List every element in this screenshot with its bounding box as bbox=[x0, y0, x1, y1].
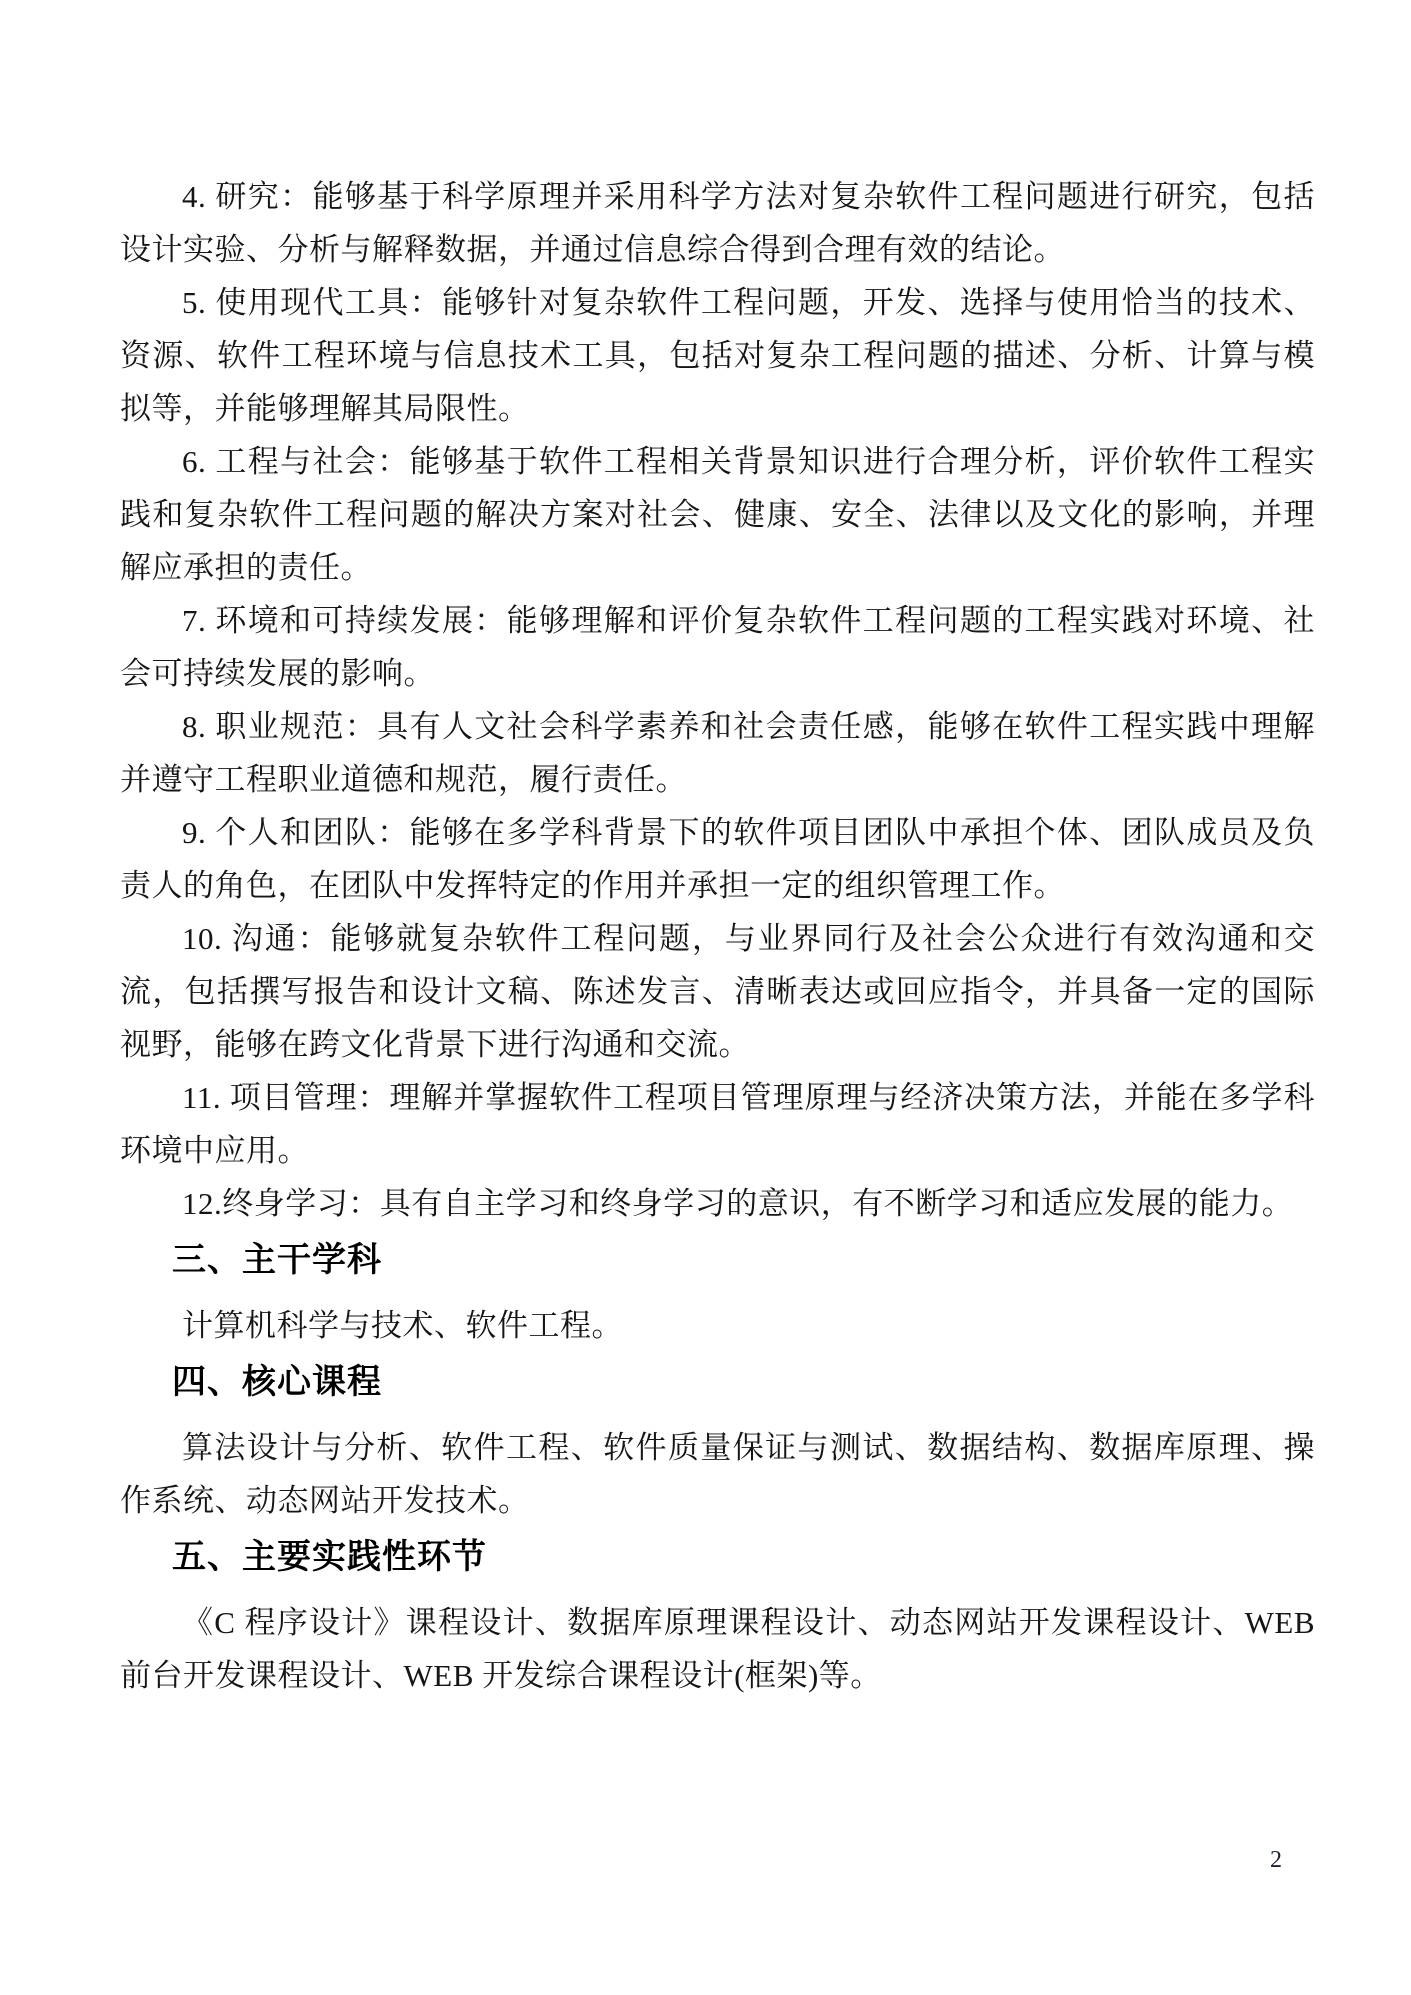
heading-section-5-practice-links: 五、主要实践性环节 bbox=[172, 1538, 487, 1576]
paragraph-outcome-4-research: 4. 研究：能够基于科学原理并采用科学方法对复杂软件工程问题进行研究，包括设计实验、分析与解释数据，并通过信息综合得到合理有效的结论。 bbox=[120, 179, 1315, 267]
paragraph-main-disciplines: 计算机科学与技术、软件工程。 bbox=[182, 1308, 623, 1343]
heading-section-3-main-disciplines: 三、主干学科 bbox=[172, 1241, 382, 1279]
paragraph-outcome-6-engineering-society: 6. 工程与社会：能够基于软件工程相关背景知识进行合理分析，评价软件工程实践和复杂软件工程问题的解决方案对社会、健康、安全、法律以及文化的影响，并理解应承担的责任。 bbox=[120, 444, 1315, 585]
paragraph-outcome-8-professional-norms: 8. 职业规范：具有人文社会科学素养和社会责任感，能够在软件工程实践中理解并遵守工程职业道德和规范，履行责任。 bbox=[120, 709, 1315, 797]
paragraph-outcome-11-project-management: 11. 项目管理：理解并掌握软件工程项目管理原理与经济决策方法，并能在多学科环境中应用。 bbox=[120, 1080, 1315, 1168]
paragraph-outcome-5-modern-tools: 5. 使用现代工具：能够针对复杂软件工程问题，开发、选择与使用恰当的技术、资源、软件工程环境与信息技术工具，包括对复杂工程问题的描述、分析、计算与模拟等，并能够理解其局限性。 bbox=[120, 285, 1315, 426]
heading-section-4-core-courses: 四、核心课程 bbox=[172, 1363, 382, 1401]
paragraph-outcome-12-lifelong-learning: 12.终身学习：具有自主学习和终身学习的意识，有不断学习和适应发展的能力。 bbox=[182, 1186, 1294, 1221]
paragraph-core-courses: 算法设计与分析、软件工程、软件质量保证与测试、数据结构、数据库原理、操作系统、动态网站开发技术。 bbox=[120, 1430, 1315, 1518]
paragraph-practice-links: 《C 程序设计》课程设计、数据库原理课程设计、动态网站开发课程设计、WEB 前台开发课程设计、WEB 开发综合课程设计(框架)等。 bbox=[120, 1605, 1315, 1693]
paragraph-outcome-7-environment-sustainability: 7. 环境和可持续发展：能够理解和评价复杂软件工程问题的工程实践对环境、社会可持续发展的影响。 bbox=[120, 603, 1315, 691]
document-body bbox=[120, 170, 1315, 1702]
paragraph-outcome-9-individual-team: 9. 个人和团队：能够在多学科背景下的软件项目团队中承担个体、团队成员及负责人的角色，在团队中发挥特定的作用并承担一定的组织管理工作。 bbox=[120, 815, 1315, 903]
paragraph-outcome-10-communication: 10. 沟通：能够就复杂软件工程问题，与业界同行及社会公众进行有效沟通和交流，包括撰写报告和设计文稿、陈述发言、清晰表达或回应指令，并具备一定的国际视野，能够在跨文化背景下进行沟通和交流。 bbox=[120, 921, 1315, 1062]
page-number: 2 bbox=[1270, 1847, 1282, 1873]
